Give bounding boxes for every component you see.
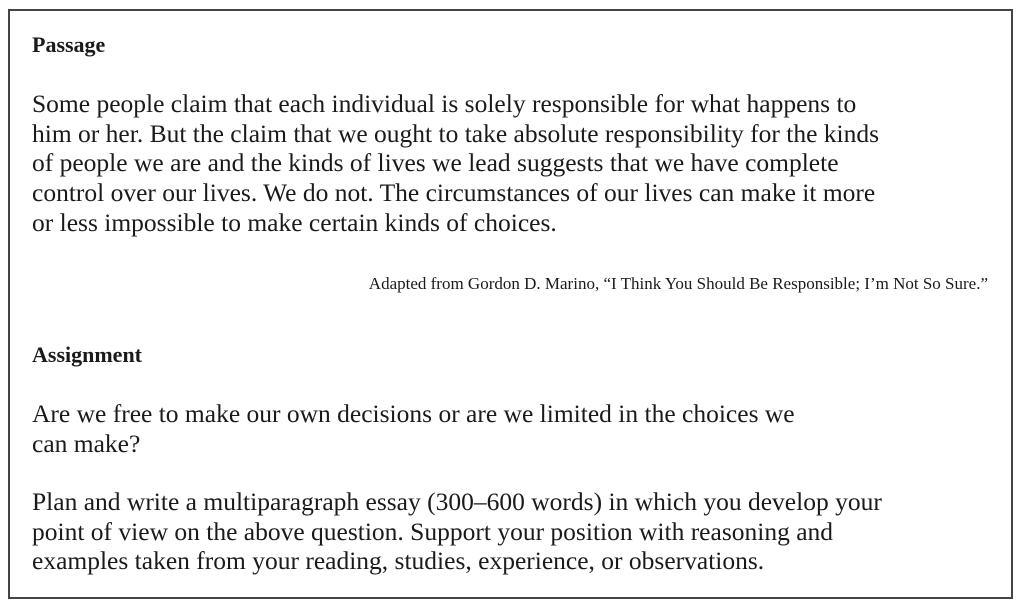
passage-line: or less impossible to make certain kinds of choices.: [32, 207, 557, 237]
assignment-question: [32, 399, 795, 458]
question-line: can make?: [32, 428, 141, 458]
passage-line: of people we are and the kinds of lives we lead suggests that we have complete: [32, 148, 839, 178]
passage-line: control over our lives. We do not. The circumstances of our lives can make it more: [32, 178, 876, 208]
instruction-line: examples taken from your reading, studies, experience, or observations.: [32, 546, 765, 576]
passage-line: Some people claim that each individual is solely responsible for what happens to: [32, 89, 857, 118]
passage-line: him or her. But the claim that we ought to take absolute responsibility for the kinds: [32, 118, 880, 148]
instruction-line: point of view on the above question. Support your position with reasoning and: [32, 516, 834, 546]
passage-text: [32, 89, 879, 238]
instruction-line: Plan and write a multiparagraph essay (300–600 words) in which you develop your: [32, 487, 882, 516]
question-line: Are we free to make our own decisions or are we limited in the choices we: [32, 399, 795, 428]
passage-heading: Passage: [32, 32, 106, 57]
passage-citation: Adapted from Gordon D. Marino, “I Think You Should Be Responsible; I’m Not So Sure.”: [368, 274, 988, 293]
assignment-instructions: [32, 487, 882, 576]
assignment-heading: Assignment: [32, 342, 143, 367]
